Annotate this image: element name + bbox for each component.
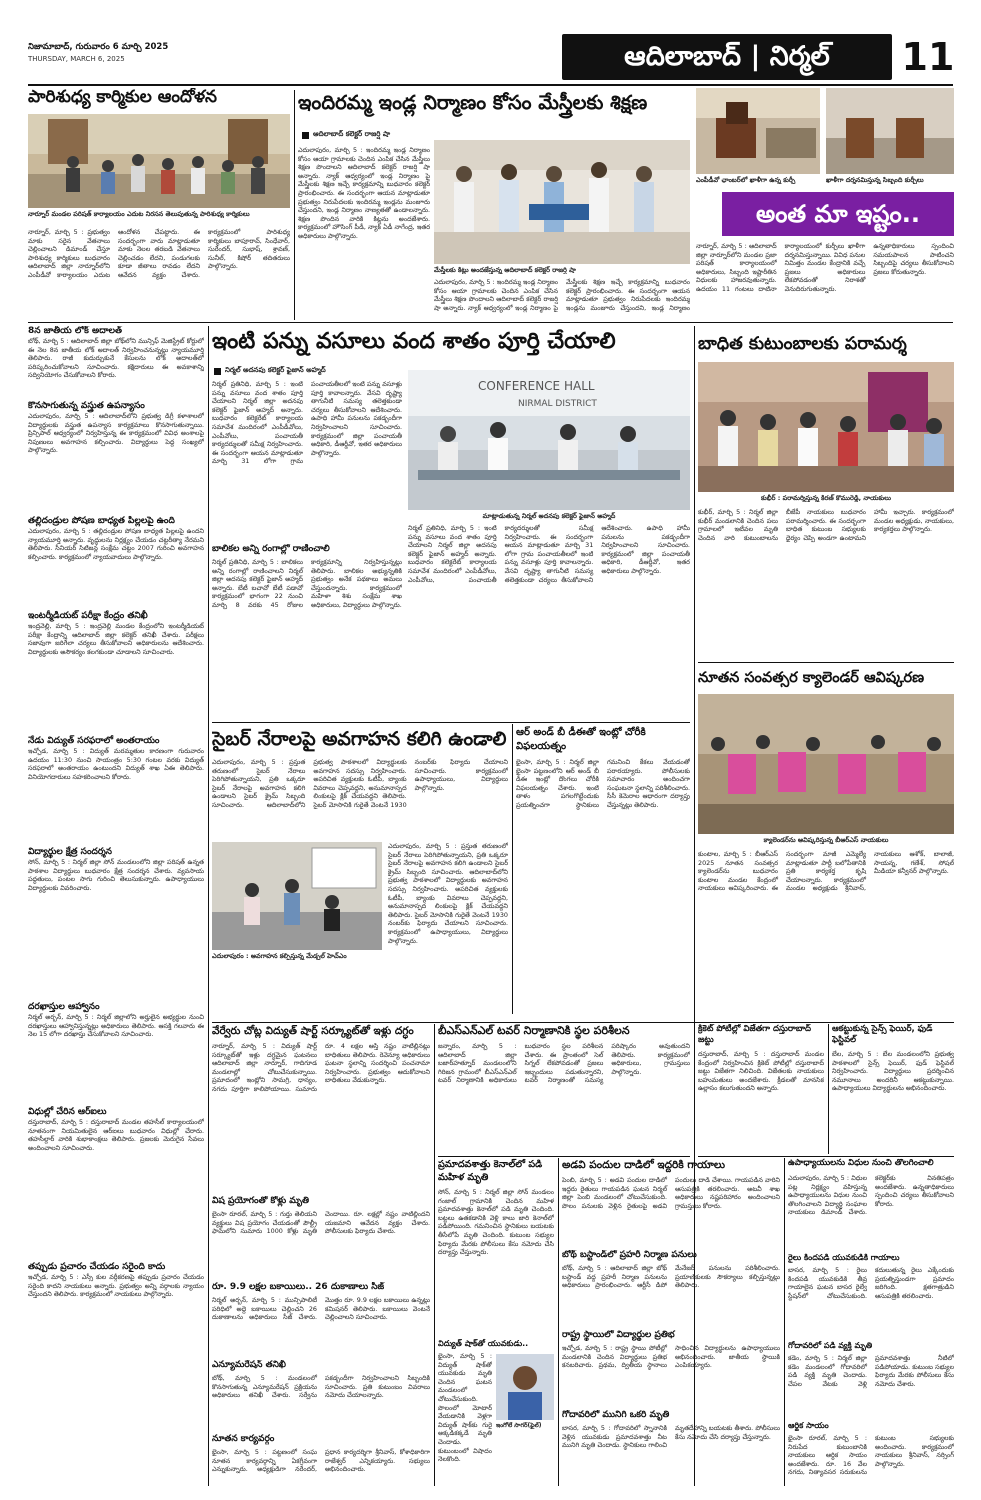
photo-caption: ఎదులాపురం : అవగాహన కల్పిస్తున్న మేడ్చల్ హెచ్ఎం — [212, 952, 347, 960]
article-headline: ప్రమాదవశాత్తు కెనాల్‌లో పడి మహిళ మృతి — [438, 1159, 543, 1183]
brief-body: ఎదులాపురం, మార్చి 5 : తల్లిదండ్రుల పోషణ బాధ్యత పిల్లలపై ఉందని న్యాయమూర్తి అన్నారు. వృద్ధులను నిర్లక్ష్యం చేయడం చట్టరీత్యా నేరమని తెలిపారు. సీనియర్ సిటిజన్ల సంక్షేమ చట్టం 2007 గురించి అవగాహన కల్పించారు. కార్యక్రమంలో న్యాయవాదులు పాల్గొన్నారు. — [28, 527, 204, 561]
article-body: జన్నారం, మార్చి 5 : ఆదిలాబాద్ జిల్లా బజార్‌హత్నూర్ మండలంలోని గిరిజన గ్రామంలో బీఎస్ఎన్ఎల్ టవర్ నిర్మాణానికి అధికారులు బుధవారం స్థల పరిశీలన చేశారు. ఈ ప్రాంతంలో సెల్ సిగ్నల్ లేకపోవడంతో ప్రజలు ఇబ్బందులు పడుతున్నారని, టవర్ నిర్మాణంతో సమస్య పరిష్కారం అవుతుందని తెలిపారు. కార్యక్రమంలో అధికారులు, గ్రామస్తులు పాల్గొన్నారు. — [438, 1042, 690, 1085]
date-en: THURSDAY, MARCH 6, 2025 — [28, 55, 125, 63]
article-headline: వేర్వేరు చోట్ల విద్యుత్ షార్ట్ సర్క్యూట్‌తో ఇళ్లు దగ్ధం — [212, 1025, 414, 1037]
photo-empty-chair — [696, 88, 820, 174]
article-headline: ఇందిరమ్మ ఇండ్ల నిర్మాణం కోసం మేస్త్రీలకు శిక్షణ — [298, 91, 648, 114]
byline — [302, 130, 482, 140]
article-headline: ఆకట్టుకున్న సైన్స్ ఫెయిర్, ఫుడ్ ఫెస్టివల్ — [832, 1024, 933, 1045]
article-body: ఎదులాపురం, మార్చి 5 : ఇందిరమ్మ ఇండ్ల నిర్మాణం కోసం ఆయా గ్రామాలకు చెందిన ఎంపిక చేసిన మేస్త్రీలు శిక్షణ పొందాలని ఆదిలాబాద్ కలెక్టర్ రాజర్షి షా అన్నారు. న్యాక్ ఆధ్వర్యంలో ఇండ్ల నిర్మాణం పై మేస్త్రీలకు శిక్షణ ఇచ్చే కార్యక్రమాన్ని బుధవారం కలెక్టర్ ప్రారంభించారు. ఈ సందర్భంగా ఆయన మాట్లాడుతూ ప్రభుత్వం నిరుపేదలకు ఇందిరమ్మ ఇండ్లను మంజూరు చేస్తుందని, ఇండ్ల నిర్మాణం నాణ్యతతో ఉండాలన్నారు. శిక్షణ పొందిన వారికి కిట్లను అందజేశారు. కార్యక్రమంలో హౌసింగ్ పీడీ, న్యాక్ ఏడీ నాగేంద్ర, ఇతర అధికారులు పాల్గొన్నారు. — [298, 146, 430, 240]
sub-body: భైంసా రూరల్, మార్చి 5 : నిరుపేద కుటుంబానికి నాయకులు ఆర్థిక సాయం అందజేశారు. రూ. 16 వేల నగదు, నిత్యావసర సరుకులను కుటుంబ సభ్యులకు అందించారు. కార్యక్రమంలో నాయకులు శ్రీనివాస్, నర్సింగ్ పాల్గొన్నారు. — [788, 1434, 954, 1477]
article-headline: ఇంటి పన్ను వసూలు వంద శాతం పూర్తి చేయాలి — [212, 329, 616, 354]
brief-body: ఇచ్చోడ, మార్చి 5 : ఎస్సీ కుల వర్గీకరణపై తప్పుడు ప్రచారం చేయడం సరైంది కాదని నాయకులు అన్నారు. ప్రభుత్వం అన్ని వర్గాలకు న్యాయం చేస్తుందని తెలిపారు. కార్యక్రమంలో నాయకులు పాల్గొన్నారు. — [28, 1273, 204, 1299]
brief-body: నిర్మల్ అర్బన్, మార్చి 5 : నిర్మల్ జిల్లాలోని అర్హులైన అభ్యర్థుల నుంచి దరఖాస్తులు ఆహ్వానిస్తున్నట్లు అధికారులు తెలిపారు. ఆసక్తి గలవారు ఈ నెల 15 లోగా దరఖాస్తు చేసుకోవాలని సూచించారు. — [28, 1013, 204, 1039]
brief-title: తప్పుడు ప్రచారం చేయడం సరైంది కాదు — [28, 1262, 166, 1272]
page-number: 11 — [901, 35, 955, 79]
sub-headline: రైలు కిందపడి యువకుడికి గాయాలు — [788, 1253, 900, 1262]
masthead — [0, 0, 981, 86]
brief-body: ఇంద్రవెల్లి, మార్చి 5 : ఇంద్రవెల్లి మండల కేంద్రంలోని ఇంటర్మీడియట్ పరీక్షా కేంద్రాన్ని ఆదిలాబాద్ జిల్లా కలెక్టర్ తనిఖీ చేశారు. పరీక్షలు సజావుగా జరిగేలా చర్యలు తీసుకోవాలని అధికారులను ఆదేశించారు. విద్యార్థులకు అసౌకర్యం కలగకుండా చూడాలని సూచించారు. — [28, 622, 204, 656]
article-body: నార్నూర్, మార్చి 5 : ఆదిలాబాద్ జిల్లా నార్నూర్‌లోని మండల ప్రజా పరిషత్ కార్యాలయంలో అధికారులు, సిబ్బంది ఇష్టారీతిన విధులకు హాజరవుతున్నారు. ఉదయం 11 గంటలు దాటినా కార్యాలయంలో కుర్చీలు ఖాళీగా దర్శనమిస్తున్నాయి. వివిధ పనుల నిమిత్తం మండల కేంద్రానికి వచ్చే ప్రజలు అధికారులు లేకపోవడంతో నిరాశతో వెనుదిరుగుతున్నారు. ఉన్నతాధికారులు స్పందించి సమయపాలన పాటించని సిబ్బందిపై చర్యలు తీసుకోవాలని ప్రజలు కోరుతున్నారు. — [696, 242, 954, 293]
bullet-icon — [302, 132, 309, 139]
article-headline: సైబర్ నేరాలపై అవగాహన కలిగి ఉండాలి — [212, 728, 507, 750]
photo-caption: మాట్లాడుతున్న నిర్మల్ అదనపు కలెక్టర్ ఫైజాన్ అహ్మద్ — [482, 512, 616, 520]
sub-headline: విష ప్రయోగంతో కోళ్లు మృతి — [212, 1196, 310, 1206]
brief-title: విద్యార్థుల క్షేత్ర సందర్శన — [28, 847, 112, 857]
photo-empty-desks — [826, 88, 954, 174]
sub-body: బోథ్, మార్చి 5 : ఆదిలాబాద్ జిల్లా బోథ్ బస్టాండ్ వద్ద ప్రహరీ నిర్మాణ పనులను అధికారులు ప్రారంభించారు. ఆర్టీసీ డిపో మేనేజర్ పనులను పరిశీలించారు. ప్రయాణికులకు సౌకర్యాలు కల్పిస్తున్నట్లు తెలిపారు. — [562, 1264, 780, 1290]
brief-title: విధుల్లో చేరిన ఆర్ఐలు — [28, 1107, 107, 1117]
article-wild-boar — [562, 1158, 780, 1486]
article-families-consoled — [698, 330, 954, 660]
photo-caption: కుభీర్ : పరామర్శిస్తున్న కిరణ్ కొమురెడ్డి, నాయకులు — [760, 494, 892, 502]
article-headline: బీఎస్ఎన్ఎల్ టవర్ నిర్మాణానికి స్థల పరిశీలన — [438, 1024, 630, 1037]
sub-headline: రాష్ట్ర స్థాయిలో విద్యార్థుల ప్రతిభ — [562, 1330, 675, 1340]
brief — [28, 1107, 204, 1258]
article-body: బేల, మార్చి 5 : బేల మండలంలోని ప్రభుత్వ పాఠశాలలో సైన్స్ ఫెయిర్, ఫుడ్ ఫెస్టివల్ నిర్వహించారు. విద్యార్థులు ప్రదర్శించిన నమూనాలు అందరినీ ఆకట్టుకున్నాయి. ఉపాధ్యాయులు విద్యార్థులను అభినందించారు. — [832, 1050, 954, 1093]
brief — [28, 516, 204, 607]
article-body: కుంటాల, మార్చి 5 : బీఆర్ఎస్ 2025 నూతన సంవత్సర క్యాలెండర్‌ను బుధవారం కుంటాల మండల కేంద్రంలో నాయకులు ఆవిష్కరించారు. ఈ సందర్భంగా మాజీ ఎమ్మెల్యే మాట్లాడుతూ పార్టీ బలోపేతానికి ప్రతి కార్యకర్త కృషి చేయాలన్నారు. కార్యక్రమంలో మండల అధ్యక్షుడు శ్రీనివాస్, నాయకులు ఆశోక్, బాలాజీ, సాయన్న, గణేశ్, సోషల్ మీడియా కన్వీనర్ పాల్గొన్నారు. — [698, 850, 954, 893]
brief-title: దరఖాస్తుల ఆహ్వానం — [28, 1002, 100, 1012]
brief-body: సోన్, మార్చి 5 : నిర్మల్ జిల్లా సోన్ మండలంలోని జిల్లా పరిషత్ ఉన్నత పాఠశాల విద్యార్థులు బుధవారం క్షేత్ర సందర్శన చేశారు. వ్యవసాయ పద్ధతులు, పంటల సాగు గురించి తెలుసుకున్నారు. ఉపాధ్యాయులు విద్యార్థులకు వివరించారు. — [28, 858, 204, 892]
sub-body: ఇచ్చోడ, మార్చి 5 : రాష్ట్ర స్థాయి పోటీల్లో మండలానికి చెందిన విద్యార్థులు ప్రతిభ కనబరిచారు. ప్రథమ, ద్వితీయ స్థానాలు సాధించిన విద్యార్థులను ఉపాధ్యాయులు అభినందించారు. జాతీయ స్థాయికి ఎంపికయ్యారు. — [562, 1344, 780, 1370]
photo-protest — [28, 114, 290, 208]
sub-headline: ఆర్థిక సాయం — [788, 1421, 829, 1430]
sub-body: బాసర, మార్చి 5 : రైలు కిందపడి యువకుడికి తీవ్ర గాయాలైన ఘటన బాసర రైల్వే స్టేషన్‌లో చోటుచేసుకుంది. కదులుతున్న రైలు ఎక్కేందుకు ప్రయత్నిస్తుండగా ప్రమాదం జరిగింది. క్షతగాత్రుడిని ఆసుపత్రికి తరలించారు. — [788, 1266, 954, 1300]
sub-headline: గోదావరిలో పడి వ్యక్తి మృతి — [788, 1341, 873, 1350]
sub-body: నిర్మల్ అర్బన్, మార్చి 5 : మున్సిపాలిటీ పరిధిలో అద్దె బకాయిలు చెల్లించని 26 దుకాణాలను అధికారులు సీజ్ చేశారు. మొత్తం రూ. 9.9 లక్షల బకాయిలు ఉన్నట్లు కమిషనర్ తెలిపారు. బకాయిలు వెంటనే చెల్లించాలని సూచించారు. — [212, 1296, 430, 1322]
article-body-cont: ఎదులాపురం, మార్చి 5 : ప్రస్తుత తరుణంలో సైబర్ నేరాలు పెరిగిపోతున్నాయని, ప్రతి ఒక్కరూ సైబర్ నేరాలపై అవగాహన కలిగి ఉండాలని సైబర్ క్రైమ్ సిబ్బంది సూచించారు. ఆదిలాబాద్‌లోని ప్రభుత్వ పాఠశాలలో విద్యార్థులకు అవగాహన సదస్సు నిర్వహించారు. అపరిచిత వ్యక్తులకు ఓటీపీ, బ్యాంకు వివరాలు చెప్పవద్దని, అనుమానాస్పద లింకులపై క్లిక్ చేయవద్దని తెలిపారు. సైబర్ మోసానికి గురైతే వెంటనే 1930 నంబర్‌కు ఫిర్యాదు చేయాలని సూచించారు. కార్యక్రమంలో ఉపాధ్యాయులు, విద్యార్థులు పాల్గొన్నారు. — [388, 842, 508, 945]
article-body: ఎదులాపురం, మార్చి 5 : విధుల పట్ల నిర్లక్ష్యం వహిస్తున్న ఉపాధ్యాయులను విధుల నుంచి తొలగించాలని విద్యార్థి సంఘాల నాయకులు డిమాండ్ చేశారు. కలెక్టర్‌కు వినతిపత్రం అందజేశారు. ఉన్నతాధికారులు స్పందించి చర్యలు తీసుకోవాలని కోరారు. — [788, 1174, 954, 1217]
article-sanitation-protest — [28, 88, 290, 316]
brief — [28, 611, 204, 732]
photo-calendar — [698, 694, 954, 834]
sub-headline: ఎన్యూమరేషన్ తనిఖీ — [212, 1360, 286, 1370]
article-body: ఎదులాపురం, మార్చి 5 : ప్రస్తుత తరుణంలో సైబర్ నేరాలు పెరిగిపోతున్నాయని, ప్రతి ఒక్కరూ సైబర్ నేరాలపై అవగాహన కలిగి ఉండాలని సైబర్ క్రైమ్ సిబ్బంది సూచించారు. ఆదిలాబాద్‌లోని ప్రభుత్వ పాఠశాలలో విద్యార్థులకు అవగాహన సదస్సు నిర్వహించారు. అపరిచిత వ్యక్తులకు ఓటీపీ, బ్యాంకు వివరాలు చెప్పవద్దని, అనుమానాస్పద లింకులపై క్లిక్ చేయవద్దని తెలిపారు. సైబర్ మోసానికి గురైతే వెంటనే 1930 నంబర్‌కు ఫిర్యాదు చేయాలని సూచించారు. కార్యక్రమంలో ఉపాధ్యాయులు, విద్యార్థులు పాల్గొన్నారు. — [212, 758, 508, 809]
brief-body: ఎదులాపురం, మార్చి 5 : ఆదిలాబాద్‌లోని ప్రభుత్వ డిగ్రీ కళాశాలలో విద్యార్థులకు వస్త్రుత ఉపన్యాస కార్యక్రమాలు కొనసాగుతున్నాయి. ప్రిన్సిపాల్ ఆధ్వర్యంలో నిర్వహిస్తున్న ఈ కార్యక్రమంలో వివిధ అంశాలపై నిపుణులు అవగాహన కల్పించారు. విద్యార్థులు పెద్ద సంఖ్యలో పాల్గొన్నారు. — [28, 412, 204, 455]
bullet-icon — [214, 368, 221, 375]
photo2-caption: ఖాళీగా దర్శనమిస్తున్న సిబ్బంది కుర్చీలు — [826, 176, 924, 184]
headline-banner — [722, 192, 954, 236]
sub-body: నిర్మల్ ప్రతినిధి, మార్చి 5 : బాలికలు అన్ని రంగాల్లో రాణించాలని నిర్మల్ జిల్లా అదనపు కలెక్టర్ ఫైజాన్ అహ్మద్ అన్నారు. బేటీ బచావో బేటీ పడావో కార్యక్రమంలో భాగంగా 22 నుంచి మార్చి 8 వరకు 45 రోజుల కార్యక్రమాన్ని నిర్వహిస్తున్నట్లు తెలిపారు. బాలికల అభ్యున్నతికి ప్రభుత్వం అనేక పథకాలు అమలు చేస్తుందన్నారు. కార్యక్రమంలో మహిళా శిశు సంక్షేమ శాఖ అధికారులు, విద్యార్థులు పాల్గొన్నారు. — [212, 558, 402, 609]
sub-body: బైంసా రూరల్, మార్చి 5 : గుర్తు తెలియని వ్యక్తులు విష ప్రయోగం చేయడంతో పౌల్ట్రీ ఫామ్‌లోని సుమారు 1000 కోళ్లు మృతి చెందాయి. రూ. లక్షల్లో నష్టం వాటిల్లిందని యజమాని ఆవేదన వ్యక్తం చేశారు. పోలీసులకు ఫిర్యాదు చేశారు. — [212, 1210, 430, 1236]
article-headline: బాధిత కుటుంబాలకు పరామర్శ — [698, 334, 907, 354]
brief-title: నేడు విద్యుత్ సరఫరాలో అంతరాయం — [28, 736, 160, 746]
edition-banner — [562, 34, 892, 80]
sub-headline: నూతన కార్యవర్గం — [212, 1434, 275, 1444]
brief — [28, 401, 204, 512]
brief-body: ఇచ్చోడ, మార్చి 5 : విద్యుత్ మరమ్మతుల కారణంగా గురువారం ఉదయం 11:30 నుంచి సాయంత్రం 5:30 గంటల వరకు విద్యుత్ సరఫరాలో అంతరాయం ఉంటుందని విద్యుత్ శాఖ ఏఈ తెలిపారు. వినియోగదారులు సహకరించాలని కోరారు. — [28, 747, 204, 781]
article-cyber-crime-awareness — [212, 724, 508, 1020]
sub-body: బోథ్, మార్చి 5 : మండలంలో కొనసాగుతున్న ఎన్యూమరేషన్ ప్రక్రియను అధికారులు తనిఖీ చేశారు. సర్వేను పకడ్బందీగా నిర్వహించాలని సిబ్బందికి సూచించారు. ప్రతి కుటుంబం వివరాలు నమోదు చేయాలన్నారు. — [212, 1374, 430, 1400]
article-theft-attempt — [516, 726, 690, 1016]
brief-body: దస్తురాబాద్, మార్చి 5 : దస్తురాబాద్ మండల తహసీల్ కార్యాలయంలో నూతనంగా నియమితులైన ఆర్ఐలు బుధవారం విధుల్లో చేరారు. తహసీల్దార్ వారికి శుభాకాంక్షలు తెలిపారు. ప్రజలకు మెరుగైన సేవలు అందించాలని సూచించారు. — [28, 1118, 204, 1152]
sub-body: కడెం, మార్చి 5 : నిర్మల్ జిల్లా కడెం మండలంలో గోదావరిలో పడి వ్యక్తి మృతి చెందాడు. చేపల వేటకు వెళ్లి ప్రమాదవశాత్తు నీటిలో పడిపోయాడు. కుటుంబ సభ్యుల ఫిర్యాదు మేరకు పోలీసులు కేసు నమోదు చేశారు. — [788, 1354, 954, 1388]
photo-caption: నార్నూర్ మండల పరిషత్ కార్యాలయం ఎదుట నిరసన తెలుపుతున్న పారిశుధ్య కార్మికులు — [28, 210, 250, 218]
sub-headline: గోదావరిలో మునిగి ఒకరి మృతి — [562, 1410, 670, 1420]
photo-caption: క్యాలెండర్‌ను ఆవిష్కరిస్తున్న బీఆర్ఎస్ నాయకులు — [763, 836, 889, 844]
article-body: భైంసా, మార్చి 5 : నిర్మల్ జిల్లా భైంసా పట్టణంలోని ఆర్ అండ్ బీ డీఈ ఇంట్లో దొంగలు చోరీకి విఫలయత్నం చేశారు. ఇంటి తాళం పగలగొట్టేందుకు ప్రయత్నించగా స్థానికులు గమనించి కేకలు వేయడంతో పరారయ్యారు. పోలీసులకు సమాచారం అందించగా సంఘటనా స్థలాన్ని పరిశీలించారు. సీసీ కెమెరాల ఆధారంగా దర్యాప్తు చేస్తున్నట్లు తెలిపారు. — [516, 758, 690, 809]
sub-headline: బోథ్ బస్టాండ్‌లో ప్రహరీ నిర్మాణ పనులు — [562, 1250, 697, 1260]
article-calendar-release — [698, 664, 954, 1014]
article-headline: నూతన సంవత్సర క్యాలెండర్ ఆవిష్కరణ — [698, 670, 925, 686]
sub-body: భైంసా, మార్చి 5 : పట్టణంలో సంఘ నూతన కార్యవర్గాన్ని ఏకగ్రీవంగా ఎన్నుకున్నారు. అధ్యక్షుడిగా నరేందర్, ప్రధాన కార్యదర్శిగా శ్రీనివాస్, కోశాధికారిగా రాజేశ్వర్ ఎన్నికయ్యారు. సభ్యులు అభినందించారు. — [212, 1448, 430, 1474]
article-headline: క్రికెట్ పోటీల్లో విజేతగా దస్తురాబాద్ జట్టు — [698, 1024, 811, 1045]
photo1-caption: ఎంపీడీవో ఛాంబర్‌లో ఖాళీగా ఉన్న కుర్చీ — [696, 176, 796, 184]
brief-body: బోథ్, మార్చి 5 : ఆదిలాబాద్ జిల్లా బోథ్‌లోని మున్సిఫ్ మెజిస్ట్రేట్ కోర్టులో ఈ నెల 8న జాతీయ లోక్ అదాలత్ నిర్వహించనున్నట్లు న్యాయమూర్తి తెలిపారు. రాజీ కుదుర్చుకునే కేసులను లోక్ అదాలత్‌లో పరిష్కరించుకోవాలని సూచించారు. కక్షిదారులు ఈ అవకాశాన్ని సద్వినియోగం చేసుకోవాలని కోరారు. — [28, 337, 204, 380]
article-teachers-removal — [788, 1158, 954, 1486]
date-line: నిజామాబాద్, గురువారం 6 మార్చి 2025 — [28, 42, 169, 52]
photo-caption: మేస్త్రీలకు కిట్లు అందజేస్తున్న ఆదిలాబాద్ కలెక్టర్ రాజర్షి షా — [434, 266, 576, 274]
byline — [214, 366, 414, 376]
article-headline: ఉపాధ్యాయులను విధుల నుంచి తొలగించాలి — [788, 1158, 934, 1168]
brief-title: 8న జాతీయ లోక్ అదాలత్ — [28, 326, 122, 336]
article-headline: ఆర్ అండ్ బీ డీఈతో ఇంట్లో చోరీకి విఫలయత్నం — [516, 727, 646, 752]
brief — [28, 1002, 204, 1103]
article-science-fair — [832, 1024, 954, 1154]
sub-body: భైంసా, మార్చి 5 : విద్యుత్ షాక్‌తో యువకుడు మృతి చెందిన ఘటన మండలంలో చోటుచేసుకుంది. పొలంలో మోటార్ వేయడానికి వెళ్లగా విద్యుత్ షాక్‌కు గురై అక్కడికక్కడే మృతి చెందాడు. కుటుంబంలో విషాదం నెలకొంది. — [438, 1352, 492, 1464]
article-body: కుభీర్, మార్చి 5 : నిర్మల్ జిల్లా కుభీర్ మండలానికి చెందిన పలు గ్రామాలలో ఇటీవల మృతి చెందిన వారి కుటుంబాలను బీజేపీ నాయకులు బుధవారం పరామర్శించారు. ఈ సందర్భంగా బాధిత కుటుంబ సభ్యులకు ధైర్యం చెప్పి అండగా ఉంటామని హామీ ఇచ్చారు. కార్యక్రమంలో మండల అధ్యక్షుడు, నాయకులు, కార్యకర్తలు పాల్గొన్నారు. — [698, 508, 954, 542]
sub-headline: విద్యుత్ షాక్‌తో యువకుడు.. — [438, 1339, 529, 1348]
byline-text: ఆదిలాబాద్ కలెక్టర్ రాజర్షి షా — [313, 130, 391, 138]
photo-consolation — [698, 362, 954, 492]
article-indiramma-training — [298, 88, 690, 318]
brief-title: తల్లిదండ్రుల పోషణ బాధ్యత పిల్లలపై ఉంది — [28, 516, 175, 526]
sub-headline: బాలికల అన్ని రంగాల్లో రాణించాలి — [212, 544, 330, 554]
article-mpdo-absentees — [696, 88, 954, 320]
edition-title: ఆదిలాబాద్ | నిర్మల్ — [624, 41, 830, 72]
article-canal-drowning — [438, 1158, 554, 1486]
article-body: నిర్మల్ ప్రతినిధి, మార్చి 5 : ఇంటి పన్ను వసూలు వంద శాతం పూర్తి చేయాలని నిర్మల్ జిల్లా అదనపు కలెక్టర్ ఫైజాన్ అహ్మద్ అన్నారు. బుధవారం కలెక్టరేట్ కార్యాలయ సమావేశ మందిరంలో ఎంపీడీవోలు, ఎంపీవోలు, పంచాయతీ కార్యదర్శులతో సమీక్ష నిర్వహించారు. ఈ సందర్భంగా ఆయన మాట్లాడుతూ మార్చి 31 లోగా గ్రామ పంచాయతీలలో ఇంటి పన్ను వసూళ్లు పూర్తి కావాలన్నారు. వేసవి దృష్ట్యా తాగునీటి సమస్య తలెత్తకుండా చర్యలు తీసుకోవాలని ఆదేశించారు. ఉపాధి హామీ పనులను పకడ్బందీగా నిర్వహించాలని సూచించారు. కార్యక్రమంలో జిల్లా పంచాయతీ అధికారి, డీఆర్డీవో, ఇతర అధికారులు పాల్గొన్నారు. — [212, 380, 402, 466]
photo-victim — [496, 1354, 554, 1420]
article-headline: పారిశుధ్య కార్మికుల ఆందోళన — [28, 88, 217, 107]
brief — [28, 736, 204, 843]
left-briefs-column — [28, 326, 204, 1486]
photo-conference — [408, 370, 690, 510]
brief-title: కొనసాగుతున్న వస్త్రుత ఉపన్యాసం — [28, 401, 145, 411]
article-headline: అంత మా ఇష్టం.. — [756, 200, 920, 228]
photo-cyber-awareness — [212, 842, 382, 950]
brief — [28, 847, 204, 998]
byline-text: నిర్మల్ అదనపు కలెక్టర్ ఫైజాన్ అహ్మద్ — [225, 366, 326, 374]
article-headline: అడవి పందుల దాడిలో ఇద్దరికి గాయాలు — [562, 1159, 726, 1171]
article-body: దస్తురాబాద్, మార్చి 5 : దస్తురాబాద్ మండల కేంద్రంలో నిర్వహించిన క్రికెట్ పోటీల్లో దస్తురాబాద్ జట్టు విజేతగా నిలిచింది. విజేతలకు నాయకులు బహుమతులు అందజేశారు. క్రీడలతో మానసిక ఉల్లాసం కలుగుతుందని అన్నారు. — [698, 1050, 824, 1093]
article-body-cont: ఎదులాపురం, మార్చి 5 : ఇందిరమ్మ ఇండ్ల నిర్మాణం కోసం ఆయా గ్రామాలకు చెందిన ఎంపిక చేసిన మేస్త్రీలు శిక్షణ పొందాలని ఆదిలాబాద్ కలెక్టర్ రాజర్షి షా అన్నారు. న్యాక్ ఆధ్వర్యంలో ఇండ్ల నిర్మాణం పై మేస్త్రీలకు శిక్షణ ఇచ్చే కార్యక్రమాన్ని బుధవారం కలెక్టర్ ప్రారంభించారు. ఈ సందర్భంగా ఆయన మాట్లాడుతూ ప్రభుత్వం నిరుపేదలకు ఇందిరమ్మ ఇండ్లను మంజూరు చేస్తుందని, ఇండ్ల నిర్మాణం — [434, 278, 690, 312]
brief — [28, 1262, 204, 1433]
article-bsnl-tower — [438, 1024, 690, 1152]
article-body: పెంబి, మార్చి 5 : అడవి పందుల దాడిలో ఇద్దరు రైతులు గాయపడిన ఘటన నిర్మల్ జిల్లా పెంబి మండలంలో చోటుచేసుకుంది. పొలం పనులకు వెళ్లిన రైతులపై అడవి పందులు దాడి చేశాయి. గాయపడిన వారిని ఆసుపత్రికి తరలించారు. అటవీ శాఖ అధికారులు నష్టపరిహారం అందించాలని గ్రామస్తులు కోరారు. — [562, 1176, 780, 1210]
sub-headline: రూ. 9.9 లక్షల బకాయిలు.. 26 దుకాణాలు సీజ్ — [212, 1282, 385, 1292]
photo-caption: ఇంగోలే సాగర్(ఫైల్) — [496, 1422, 542, 1429]
article-body-cont: నిర్మల్ ప్రతినిధి, మార్చి 5 : ఇంటి పన్ను వసూలు వంద శాతం పూర్తి చేయాలని నిర్మల్ జిల్లా అదనపు కలెక్టర్ ఫైజాన్ అహ్మద్ అన్నారు. బుధవారం కలెక్టరేట్ కార్యాలయ సమావేశ మందిరంలో ఎంపీడీవోలు, ఎంపీవోలు, పంచాయతీ కార్యదర్శులతో సమీక్ష నిర్వహించారు. ఈ సందర్భంగా ఆయన మాట్లాడుతూ మార్చి 31 లోగా గ్రామ పంచాయతీలలో ఇంటి పన్ను వసూళ్లు పూర్తి కావాలన్నారు. వేసవి దృష్ట్యా తాగునీటి సమస్య తలెత్తకుండా చర్యలు తీసుకోవాలని ఆదేశించారు. ఉపాధి హామీ పనులను పకడ్బందీగా నిర్వహించాలని సూచించారు. కార్యక్రమంలో జిల్లా పంచాయతీ అధికారి, డీఆర్డీవో, ఇతర అధికారులు పాల్గొన్నారు. — [408, 524, 690, 584]
svg-text:NIRMAL DISTRICT: NIRMAL DISTRICT — [518, 399, 597, 409]
svg-text:CONFERENCE HALL: CONFERENCE HALL — [478, 379, 595, 393]
article-cricket-winners — [698, 1024, 824, 1154]
brief — [28, 326, 204, 397]
sub-body: బాసర, మార్చి 5 : గోదావరిలో స్నానానికి వెళ్లిన యువకుడు ప్రమాదవశాత్తు నీట మునిగి మృతి చెందాడు. స్థానికులు గాలించి మృతదేహాన్ని బయటకు తీశారు. పోలీసులు కేసు నమోదు చేసి దర్యాప్తు చేస్తున్నారు. — [562, 1424, 780, 1450]
article-body: నార్నూర్, మార్చి 5 : ప్రభుత్వం మాకు సరైన వేతనాలు చెల్లించాలని డిమాండ్ చేస్తూ పారిశుధ్య కార్మికులు బుధవారం ఆదిలాబాద్ జిల్లా నార్నూర్‌లోని ఎంపీడీవో కార్యాలయం ఎదుట ఆందోళన చేపట్టారు. ఈ సందర్భంగా వారు మాట్లాడుతూ మాకు నెలల తరబడి వేతనాలు చెల్లించడం లేదని, పండుగలకు కూడా జీతాలు రావడం లేదని ఆవేదన వ్యక్తం చేశారు. కార్యక్రమంలో పారిశుధ్య కార్మికులు బాపూరావ్, సింధేవార్, సురేందర్, సుభాష్, శ్రావణ్, సునీల్, కిషోర్ తదితరులు పాల్గొన్నారు. — [28, 228, 290, 279]
article-short-circuit-fire — [212, 1024, 430, 1486]
brief-title: ఇంటర్మీడియట్ పరీక్షా కేంద్రం తనిఖీ — [28, 611, 148, 621]
article-house-tax — [212, 326, 690, 720]
article-body: సోన్, మార్చి 5 : నిర్మల్ జిల్లా సోన్ మండలం గంజాల్ గ్రామానికి చెందిన మహిళ ప్రమాదవశాత్తు కెనాల్‌లో పడి మృతి చెందింది. బట్టలు ఉతకడానికి వెళ్లి కాలు జారి కెనాల్‌లో పడిపోయింది. గమనించిన స్థానికులు బయటకు తీసేలోపే మృతి చెందింది. కుటుంబ సభ్యుల ఫిర్యాదు మేరకు పోలీసులు కేసు నమోదు చేసి దర్యాప్తు చేస్తున్నారు. — [438, 1188, 554, 1257]
article-body: నార్నూర్, మార్చి 5 : విద్యుత్ షార్ట్ సర్క్యూట్‌తో ఇళ్లు దగ్ధమైన ఘటనలు ఆదిలాబాద్ జిల్లా నార్నూర్, గాదిగూడ మండలాల్లో చోటుచేసుకున్నాయి. ప్రమాదంలో ఇంట్లోని సామగ్రి, ధాన్యం, నగదు పూర్తిగా కాలిపోయాయి. సుమారు రూ. 4 లక్షల ఆస్తి నష్టం వాటిల్లినట్లు బాధితులు తెలిపారు. రెవెన్యూ అధికారులు ఘటనా స్థలాన్ని సందర్శించి పంచనామా నిర్వహించారు. ప్రభుత్వం ఆదుకోవాలని బాధితులు వేడుకున్నారు. — [212, 1042, 430, 1093]
photo-training — [434, 140, 690, 264]
